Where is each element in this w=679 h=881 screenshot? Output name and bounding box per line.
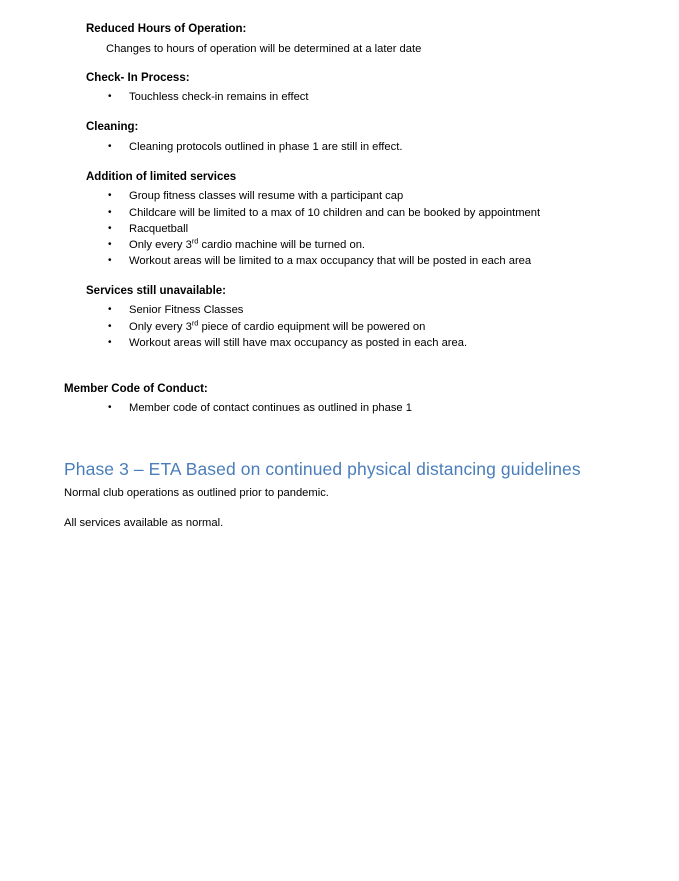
spacer — [0, 156, 679, 170]
list-item-label — [129, 235, 366, 251]
spacer — [0, 270, 679, 284]
section-paragraph: Changes to hours of operation will be determined at a later date — [106, 42, 422, 55]
bullet-dot-icon: • — [108, 304, 112, 316]
section-heading: Addition of limited services — [86, 170, 237, 183]
bullet-dot-icon: • — [108, 190, 112, 202]
list-item — [108, 206, 679, 221]
ordinal-suffix: rd — [191, 235, 199, 245]
list-item — [108, 317, 679, 335]
bullet-dot-icon: • — [108, 320, 112, 332]
bullet-dot-icon: • — [108, 91, 112, 103]
section-check-in-process — [0, 71, 679, 106]
bullet-dot-icon: • — [108, 254, 112, 266]
list-item — [108, 254, 679, 269]
bullet-dot-icon: • — [108, 222, 112, 234]
list-item — [108, 303, 679, 318]
list-item-label — [129, 317, 426, 333]
list-item-label: Racquetball — [129, 222, 189, 235]
list-item-label: Cleaning protocols outlined in phase 1 are still in effect. — [129, 140, 403, 153]
bullet-dot-icon: • — [108, 206, 112, 218]
bullet-dot-icon: • — [108, 238, 112, 250]
bullet-dot-icon: • — [108, 140, 112, 152]
section-addition-limited-services — [0, 170, 679, 269]
list-item-label: Workout areas will be limited to a max occupancy that will be posted in each area — [129, 254, 532, 267]
bullet-list — [0, 401, 679, 416]
ordinal-suffix: rd — [191, 317, 199, 327]
spacer — [0, 106, 679, 120]
section-member-code-of-conduct — [0, 382, 679, 417]
list-item — [108, 90, 679, 105]
section-services-unavailable — [0, 284, 679, 351]
bullet-dot-icon: • — [108, 336, 112, 348]
phase-line-2: All services available as normal. — [64, 516, 224, 529]
list-item-label: Senior Fitness Classes — [129, 304, 244, 317]
spacer — [0, 352, 679, 382]
list-item-label: Childcare will be limited to a max of 10 children and can be booked by appointment — [129, 206, 541, 219]
section-heading: Check- In Process: — [86, 71, 190, 84]
list-item — [108, 189, 679, 204]
list-item — [108, 401, 679, 416]
bullet-list — [0, 189, 679, 269]
list-item — [108, 222, 679, 237]
bullet-list — [0, 90, 679, 105]
section-heading: Cleaning: — [86, 121, 139, 134]
section-heading: Member Code of Conduct: — [64, 382, 208, 395]
spacer — [0, 502, 679, 516]
bullet-list — [0, 303, 679, 350]
list-item-label: Touchless check-in remains in effect — [129, 91, 309, 104]
list-item — [108, 235, 679, 253]
list-item-label: Group fitness classes will resume with a participant cap — [129, 190, 404, 203]
list-item — [108, 140, 679, 155]
list-item-text-before: Only every 3 — [129, 320, 192, 333]
section-cleaning — [0, 120, 679, 155]
spacer — [0, 417, 679, 459]
section-phase-3 — [0, 459, 679, 530]
phase-line-1: Normal club operations as outlined prior to pandemic. — [64, 487, 329, 500]
list-item-label: Workout areas will still have max occupancy as posted in each area. — [129, 336, 468, 349]
list-item-text-after: cardio machine will be turned on. — [198, 238, 366, 251]
bullet-dot-icon: • — [108, 402, 112, 414]
list-item-text-after: piece of cardio equipment will be powered on — [198, 320, 426, 333]
section-heading: Reduced Hours of Operation: — [86, 23, 247, 35]
spacer — [0, 57, 679, 71]
list-item — [108, 336, 679, 351]
list-item-label: Member code of contact continues as outlined in phase 1 — [129, 402, 412, 415]
phase-title: Phase 3 – ETA Based on continued physical distancing guidelines — [64, 459, 581, 480]
list-item-text-before: Only every 3 — [129, 238, 192, 251]
section-heading: Services still unavailable: — [86, 284, 226, 297]
section-reduced-hours — [0, 22, 679, 57]
bullet-list — [0, 140, 679, 155]
